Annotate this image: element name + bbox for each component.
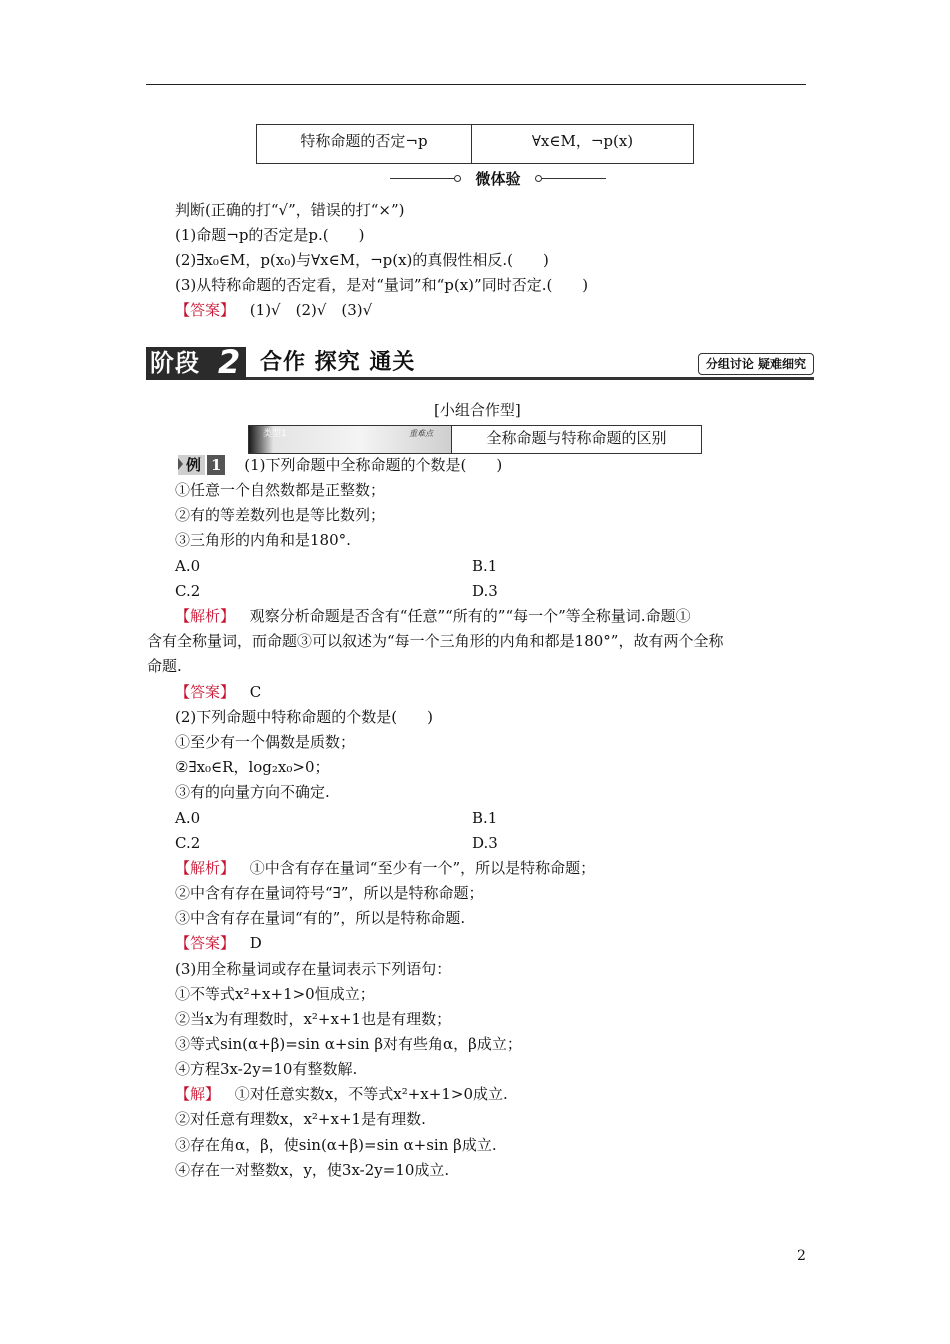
- weitiyan-title: 微体验: [475, 170, 521, 188]
- list-item: ②当x为有理数时，x²+x+1也是有理数；: [175, 1010, 452, 1028]
- option-d: D.3: [472, 582, 498, 600]
- type-badge-right: 重难点: [409, 429, 433, 438]
- judge-q2: (2)∃x₀∈M，p(x₀)与∀x∈M，¬p(x)的真假性相反.( ): [175, 251, 549, 269]
- solution-1: 【解】 ①对任意实数x，不等式x²+x+1>0成立.: [175, 1085, 508, 1103]
- type-title: 全称命题与特称命题的区别: [486, 429, 667, 447]
- list-item: ③三角形的内角和是180°.: [175, 531, 351, 549]
- stage-title: 合作 探究 通关: [260, 350, 416, 375]
- page-number: 2: [797, 1248, 806, 1264]
- option-a: A.0: [175, 557, 201, 575]
- solution-3: ③存在角α，β，使sin(α+β)=sin α+sin β成立.: [175, 1136, 497, 1154]
- analysis-1: 【解析】 观察分析命题是否含有“任意”“所有的”“每一个”等全称量词.命题①: [175, 607, 691, 625]
- judge-q1: (1)命题¬p的否定是p.( ): [175, 226, 365, 244]
- answer-1: 【答案】 C: [175, 683, 262, 701]
- option-b: B.1: [472, 809, 498, 827]
- negation-table: [256, 124, 694, 164]
- header-rule: [146, 84, 806, 85]
- analysis-2-line3: ③中含有存在量词“有的”，所以是特称命题.: [175, 909, 466, 927]
- judge-q3: (3)从特称命题的否定看，是对“量词”和“p(x)”同时否定.( ): [175, 276, 589, 294]
- weitiyan-heading: [390, 168, 606, 190]
- analysis-1-end: 命题.: [147, 657, 182, 675]
- analysis-2-line2: ②中含有存在量词符号“∃”，所以是特称命题；: [175, 884, 484, 902]
- list-item: ①任意一个自然数都是正整数；: [175, 481, 386, 499]
- list-item: ③有的向量方向不确定.: [175, 783, 330, 801]
- list-item: ②∃x₀∈R，log₂x₀>0；: [175, 758, 330, 776]
- option-c: C.2: [175, 834, 201, 852]
- solution-4: ④存在一对整数x，y，使3x-2y=10成立.: [175, 1161, 450, 1179]
- stage-tag: 分组讨论 疑难细究: [698, 353, 814, 375]
- list-item: ④方程3x-2y=10有整数解.: [175, 1060, 358, 1078]
- solution-2: ②对任意有理数x，x²+x+1是有理数.: [175, 1110, 426, 1128]
- answer-text: (1)√ (2)√ (3)√: [249, 301, 373, 319]
- answer-label: 【答案】: [175, 301, 236, 319]
- type-badge: 类型1: [263, 429, 287, 439]
- group-label: [小组合作型]: [434, 401, 521, 419]
- table-cell-right: ∀x∈M，¬p(x): [531, 132, 634, 150]
- stage-label: 阶段: [150, 349, 200, 377]
- stage-banner: [146, 343, 814, 381]
- analysis-1-cont: 含有全称量词，而命题③可以叙述为“每一个三角形的内角和都是180°”，故有两个全称: [147, 632, 724, 650]
- list-item: ②有的等差数列也是等比数列；: [175, 506, 386, 524]
- stage-number: 2: [218, 343, 241, 381]
- list-item: ①至少有一个偶数是质数；: [175, 733, 356, 751]
- dot-icon: [454, 175, 461, 182]
- example-label: 例: [178, 455, 205, 475]
- list-item: ③等式sin(α+β)=sin α+sin β对有些角α，β成立；: [175, 1035, 522, 1053]
- list-item: ①不等式x²+x+1>0恒成立；: [175, 985, 375, 1003]
- table-cell-left: 特称命题的否定¬p: [257, 125, 472, 163]
- analysis-2: 【解析】 ①中含有存在量词“至少有一个”，所以是特称命题；: [175, 859, 596, 877]
- judge-answer: [175, 300, 372, 320]
- answer-2: 【答案】 D: [175, 934, 262, 952]
- example-question-3: (3)用全称量词或存在量词表示下列语句：: [175, 960, 452, 978]
- example-question-1: 例 1 (1)下列命题中全称命题的个数是( ): [178, 455, 502, 475]
- option-a: A.0: [175, 809, 201, 827]
- dot-icon: [535, 175, 542, 182]
- option-b: B.1: [472, 557, 498, 575]
- type-table: [248, 425, 702, 454]
- example-number: 1: [207, 455, 225, 475]
- example-question-2: (2)下列命题中特称命题的个数是( ): [175, 708, 433, 726]
- judge-intro: 判断(正确的打“√”，错误的打“×”): [175, 201, 405, 219]
- option-d: D.3: [472, 834, 498, 852]
- option-c: C.2: [175, 582, 201, 600]
